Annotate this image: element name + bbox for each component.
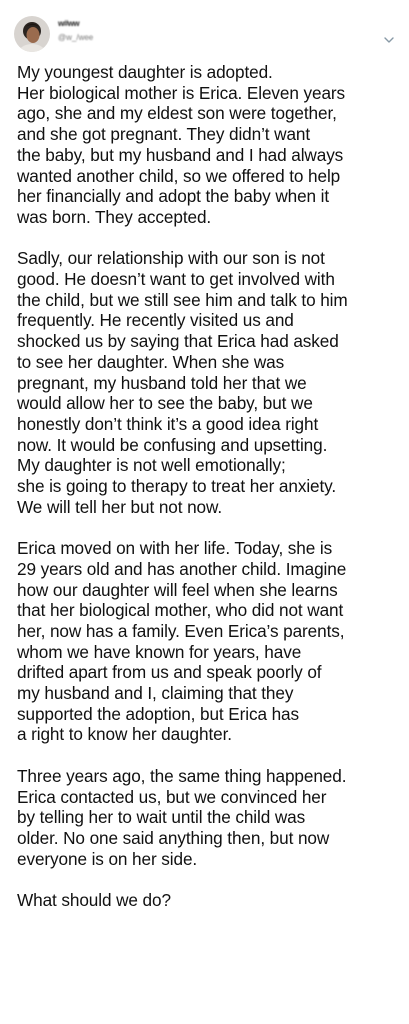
text-line: her, now has a family. Even Erica’s parents, — [17, 620, 345, 641]
text-line: how our daughter will feel when she learns — [17, 579, 338, 600]
text-line: would allow her to see the baby, but we — [17, 393, 313, 414]
text-line: whom we have known for years, have — [17, 641, 302, 662]
text-line: and she got pregnant. They didn’t want — [17, 124, 311, 145]
text-line: Her biological mother is Erica. Eleven years — [17, 82, 346, 103]
text-line: the baby, but my husband and I had always — [17, 144, 344, 165]
tweet-body — [17, 62, 397, 911]
text-line: Erica contacted us, but we convinced her — [17, 786, 327, 807]
text-line: What should we do? — [17, 890, 171, 911]
text-line: a right to know her daughter. — [17, 724, 232, 745]
text-line: My daughter is not well emotionally; — [17, 455, 286, 476]
text-line: by telling her to wait until the child was — [17, 807, 306, 828]
text-line: her financially and adopt the baby when it — [17, 186, 330, 207]
text-line: pregnant, my husband told her that we — [17, 372, 307, 393]
text-line: everyone is on her side. — [17, 848, 198, 869]
text-line: shocked us by saying that Erica had asked — [17, 331, 339, 352]
text-line: supported the adoption, but Erica has — [17, 703, 300, 724]
username-handle[interactable]: @w_/wee — [58, 33, 94, 42]
text-line: 29 years old and has another child. Imagine — [17, 558, 347, 579]
text-line: Sadly, our relationship with our son is not — [17, 248, 325, 269]
text-line: honestly don’t think it’s a good idea right — [17, 413, 319, 434]
text-line: my husband and I, claiming that they — [17, 683, 294, 704]
text-line: that her biological mother, who did not want — [17, 600, 344, 621]
text-line: drifted apart from us and speak poorly of — [17, 662, 322, 683]
paragraph-gap — [17, 869, 397, 890]
text-line: now. It would be confusing and upsetting. — [17, 434, 328, 455]
avatar[interactable] — [14, 16, 50, 52]
text-line: Three years ago, the same thing happened. — [17, 765, 347, 786]
paragraph-gap — [17, 228, 397, 249]
chevron-down-icon[interactable] — [384, 32, 394, 42]
text-line: Erica moved on with her life. Today, she is — [17, 538, 333, 559]
tweet-paragraph — [17, 248, 397, 517]
tweet-paragraph — [17, 890, 397, 911]
text-line: to see her daughter. When she was — [17, 351, 285, 372]
text-line: wanted another child, so we offered to help — [17, 165, 341, 186]
text-line: ago, she and my eldest son were together, — [17, 103, 337, 124]
text-line: good. He doesn’t want to get involved with — [17, 269, 335, 290]
tweet-header — [0, 0, 409, 62]
text-line: older. No one said anything then, but now — [17, 827, 330, 848]
text-line: frequently. He recently visited us and — [17, 310, 294, 331]
paragraph-gap — [17, 517, 397, 538]
display-name[interactable]: w#ww — [58, 19, 80, 28]
text-line: the child, but we still see him and talk to him — [17, 289, 348, 310]
tweet-paragraph — [17, 538, 397, 745]
tweet-paragraph — [17, 766, 397, 870]
text-line: We will tell her but not now. — [17, 496, 223, 517]
text-line: was born. They accepted. — [17, 206, 212, 227]
tweet-paragraph — [17, 62, 397, 228]
paragraph-gap — [17, 745, 397, 766]
text-line: she is going to therapy to treat her anxiety. — [17, 476, 337, 497]
text-line: My youngest daughter is adopted. — [17, 62, 273, 82]
